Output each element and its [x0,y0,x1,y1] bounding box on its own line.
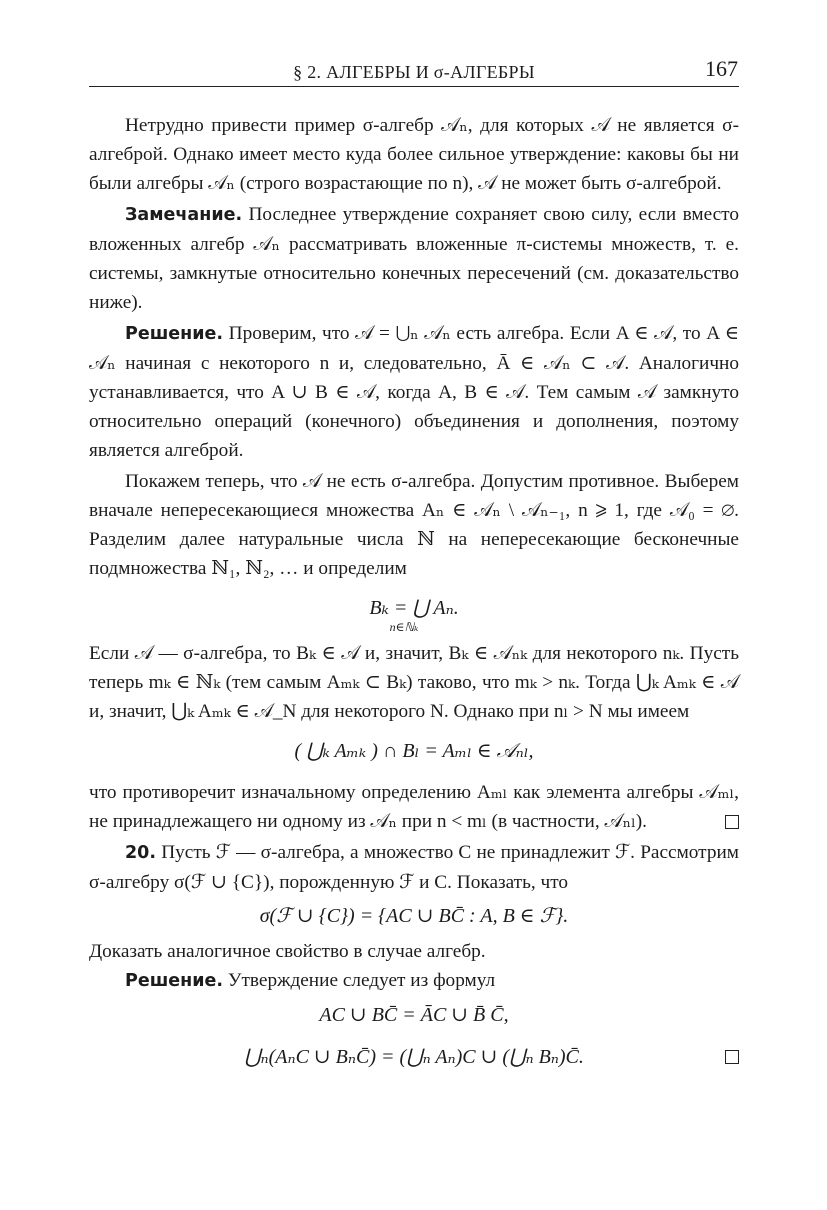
running-header [89,56,739,87]
equation-complement: AC ∪ BC̄ = ĀC ∪ B̄ C̄, [319,1004,509,1026]
solution-label: Решение. [125,324,224,344]
proof-continuation: Если 𝒜 — σ-алгебра, то Bₖ ∈ 𝒜 и, значит, Bₖ ∈ 𝒜ₙₖ для некоторого nₖ. Пусть теперь mₖ ∈ ℕₖ (тем самым Aₘₖ ⊂ Bₖ) таково, что mₖ > nₖ. Тогда ⋃ₖ Aₘₖ ∈ 𝒜 и, значит, ⋃ₖ Aₘₖ ∈ 𝒜_N для некоторого N. Однако при nₗ > N мы имеем [89,643,739,722]
equation-union [89,1036,739,1078]
remark-text: Последнее утверждение сохраняет свою силу, если вместо вложенных алгебр 𝒜ₙ рассматривать вложенные π-системы множеств, т. е. системы, замкнутые относительно конечных пересечений (см. доказательство ниже). [89,204,739,313]
page-number: 167 [705,56,738,81]
equation-union-text: ⋃ₙ(AₙC ∪ BₙC̄) = (⋃ₙ Aₙ)C ∪ (⋃ₙ Bₙ)C̄. [244,1046,584,1068]
section-title: § 2. АЛГЕБРЫ И σ-АЛГЕБРЫ [293,62,535,82]
intro-paragraph: Нетрудно привести пример σ-алгебр 𝒜ₙ, для которых 𝒜 не является σ-алгеброй. Однако имеет место куда более сильное утверждение: каковы бы ни были алгебры 𝒜ₙ (строго возрастающие по n), 𝒜 не может быть σ-алгеброй. [89,115,739,194]
equation-bk [89,587,739,633]
solution-2-label: Решение. [125,971,224,991]
qed-square-icon [725,815,739,829]
equation-sigma-algebra: σ(ℱ ∪ {C}) = {AC ∪ BC̄ : A, B ∈ ℱ}. [259,905,569,927]
page-body [89,111,739,1084]
remark-paragraph [89,200,739,317]
contradiction-text: что противоречит изначальному определению Aₘₗ как элемента алгебры 𝒜ₘₗ, не принадлежащего ни одному из 𝒜ₙ при n < mₗ (в частности, 𝒜ₙₗ). [89,782,739,832]
algebra-task: Доказать аналогичное свойство в случае алгебр. [89,941,486,962]
contradiction-paragraph [89,778,739,836]
equation-bk-subscript: n∈ℕₖ [389,620,419,634]
solution-2-text: Утверждение следует из формул [223,970,496,991]
solution-paragraph [89,319,739,465]
problem-number: 20. [125,843,157,863]
problem-20-paragraph [89,838,739,897]
solution-text: Проверим, что 𝒜 = ⋃ₙ 𝒜ₙ есть алгебра. Если A ∈ 𝒜, то A ∈ 𝒜ₙ начиная с некоторого n и, следовательно, Ā ∈ 𝒜ₙ ⊂ 𝒜. Аналогично устанавливается, что A ∪ B ∈ 𝒜, когда A, B ∈ 𝒜. Тем самым 𝒜 замкнуто относительно операций (конечного) объединения и дополнения, поэтому является алгеброй. [89,323,739,461]
equation-intersection: ( ⋃ₖ Aₘₖ ) ∩ Bₗ = Aₘₗ ∈ 𝒜ₙₗ, [294,740,534,762]
solution-2-paragraph [89,966,739,996]
equation-bk-main: Bₖ = ⋃ Aₙ. [369,597,459,619]
problem-text: Пусть ℱ — σ-алгебра, а множество C не принадлежит ℱ. Рассмотрим σ-алгебру σ(ℱ ∪ {C}), порожденную ℱ и C. Показать, что [89,842,739,893]
qed-square-icon [725,1050,739,1064]
proof-paragraph: Покажем теперь, что 𝒜 не есть σ-алгебра. Допустим противное. Выберем вначале непересекающиеся множества Aₙ ∈ 𝒜ₙ \ 𝒜ₙ₋₁, n ⩾ 1, где 𝒜₀ = ∅. Разделим далее натуральные числа ℕ на непересекающие бесконечные подмножества ℕ₁, ℕ₂, … и определим [89,471,739,579]
remark-label: Замечание. [125,205,243,225]
